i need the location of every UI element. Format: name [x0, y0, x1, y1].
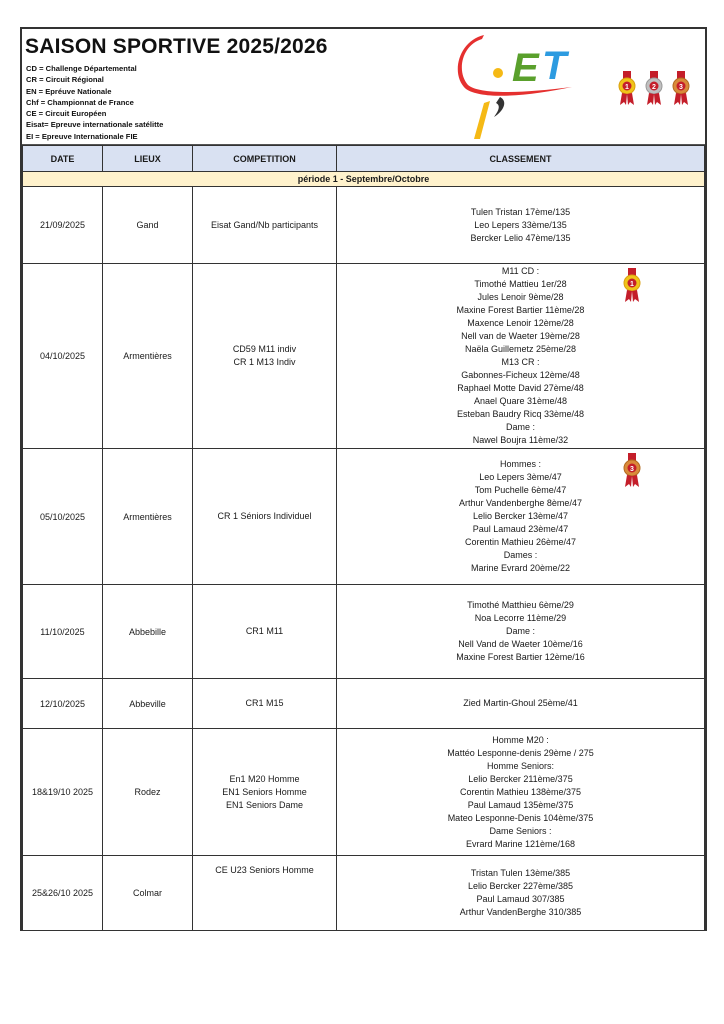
svg-text:1: 1: [625, 84, 629, 91]
result-line: Noa Lecorre 11ème/29: [474, 613, 567, 623]
cell-date: 11/10/2025: [23, 585, 103, 679]
cell-date: 12/10/2025: [23, 679, 103, 729]
bronze-medal-icon: [673, 71, 689, 105]
cell-classement: [337, 264, 705, 449]
table-row: [23, 449, 705, 585]
logo-e-letter: E: [512, 46, 539, 90]
cell-lieu: Gand: [103, 187, 193, 264]
competition-line: EN1 Seniors Homme: [222, 786, 307, 797]
result-line: Nawel Boujra 11ème/32: [472, 435, 569, 445]
column-header-lieux: LIEUX: [103, 146, 193, 172]
cell-classement: [337, 449, 705, 585]
result-line: Marine Evrard 20ème/22: [470, 563, 571, 573]
table-row: [23, 679, 705, 729]
result-line: M13 CR :: [501, 357, 540, 367]
result-line: Lelio Bercker 13ème/47: [472, 511, 569, 521]
season-sheet: [20, 27, 707, 931]
legend-item: Chf = Championnat de France: [26, 97, 134, 107]
competition-line: CR 1 M13 Indiv: [233, 357, 296, 367]
svg-text:3: 3: [679, 84, 683, 91]
svg-text:2: 2: [652, 84, 656, 91]
legend-item: CD = Challenge Départemental: [26, 64, 137, 73]
sheet-header: [22, 29, 705, 145]
cell-competition: [193, 449, 337, 585]
legend-item: CR = Circuit Régional: [26, 75, 104, 85]
result-line: Tulen Tristan 17ème/135: [470, 206, 571, 217]
period-row: [23, 172, 705, 187]
table-row: [23, 187, 705, 264]
result-line: Mattéo Lesponne-denis 29ème / 275: [447, 747, 594, 758]
cell-competition: [193, 729, 337, 856]
result-line: Tristan Tulen 13ème/385: [470, 868, 571, 878]
cell-lieu: Abbebille: [103, 585, 193, 679]
result-line: Maxine Forest Bartier 12ème/16: [456, 652, 585, 662]
result-line: Raphael Motte David 27ème/48: [457, 383, 584, 393]
competition-line: Eisat Gand/Nb participants: [210, 219, 319, 230]
club-logo: [454, 31, 584, 141]
cell-date: 05/10/2025: [23, 449, 103, 585]
gold-medal-icon: [619, 71, 635, 105]
competition-line: En1 M20 Homme: [229, 773, 300, 784]
result-line: Tom Puchelle 6ème/47: [474, 485, 567, 495]
competition-line: CR1 M11: [245, 626, 284, 636]
page-title: SAISON SPORTIVE 2025/2026: [25, 35, 328, 58]
logo-dark-stroke: [494, 97, 504, 117]
svg-text:3: 3: [630, 466, 634, 473]
result-line: Timothé Matthieu 6ème/29: [467, 600, 574, 610]
result-line: Evrard Marine 121ème/168: [465, 838, 576, 849]
logo-yellow-dot: [493, 68, 503, 78]
medals-legend: [616, 71, 696, 107]
result-line: Corentin Mathieu 138ème/375: [459, 786, 582, 797]
gold-medal-icon: [620, 268, 644, 302]
cell-classement: [337, 187, 705, 264]
cell-lieu: Armentières: [103, 264, 193, 449]
result-line: Dames :: [503, 550, 538, 560]
column-header-classement: CLASSEMENT: [337, 146, 705, 172]
cell-lieu: Abbeville: [103, 679, 193, 729]
cell-classement: [337, 856, 705, 931]
legend-item: CE = Circuit Européen: [26, 109, 107, 119]
cell-lieu: Armentières: [103, 449, 193, 585]
result-line: Maxine Forest Bartier 11ème/28: [456, 305, 585, 315]
result-line: Paul Lamaud 23ème/47: [472, 524, 569, 534]
svg-text:1: 1: [630, 281, 634, 288]
result-line: Zied Martin-Ghoul 25ème/41: [463, 698, 578, 708]
result-line: Bercker Lelio 47ème/135: [470, 232, 571, 243]
result-line: Timothé Mattieu 1er/28: [474, 279, 567, 289]
competition-line: CR1 M15: [245, 698, 284, 708]
table-row: [23, 264, 705, 449]
cell-lieu: Rodez: [103, 729, 193, 856]
cell-competition: [193, 856, 337, 931]
bronze-medal-icon: [620, 453, 644, 487]
result-line: Hommes :: [499, 459, 541, 469]
cell-competition: [193, 679, 337, 729]
table-row: [23, 729, 705, 856]
result-line: M11 CD :: [501, 266, 540, 276]
column-header-date: DATE: [23, 146, 103, 172]
result-line: Jules Lenoir 9ème/28: [477, 292, 564, 302]
result-line: Lelio Bercker 227ème/385: [467, 881, 574, 891]
result-line: Anael Quare 31ème/48: [473, 396, 568, 406]
table-row: [23, 856, 705, 931]
legend-item: EI = Epreuve Internationale FIE: [26, 131, 138, 141]
result-line: Esteban Baudry Ricq 33ème/48: [456, 409, 585, 419]
abbreviation-legend: [26, 63, 163, 142]
result-line: Nell van de Waeter 19ème/28: [461, 331, 580, 341]
result-line: Arthur VandenBerghe 310/385: [459, 907, 582, 917]
logo-t-letter: T: [542, 44, 567, 88]
cell-lieu: Colmar: [103, 856, 193, 931]
cell-date: 21/09/2025: [23, 187, 103, 264]
competition-line: CD59 M11 indiv: [232, 344, 297, 354]
competition-line: CE U23 Seniors Homme: [215, 865, 314, 875]
result-line: Leo Lepers 33ème/135: [474, 219, 567, 230]
result-line: Homme M20 :: [492, 734, 549, 745]
result-line: Homme Seniors:: [486, 760, 555, 771]
cell-classement: [337, 679, 705, 729]
cell-date: 04/10/2025: [23, 264, 103, 449]
result-line: Dame Seniors :: [489, 825, 552, 836]
table-row: [23, 585, 705, 679]
cell-date: 18&19/10 2025: [23, 729, 103, 856]
result-line: Nell Vand de Waeter 10ème/16: [458, 639, 583, 649]
result-line: Dame :: [505, 422, 535, 432]
result-line: Leo Lepers 3ème/47: [479, 472, 562, 482]
legend-item: EN = Epréuve Nationale: [26, 86, 112, 96]
cell-competition: [193, 264, 337, 449]
result-line: Mateo Lesponne-Denis 104ème/375: [447, 812, 594, 823]
logo-yellow-stroke: [474, 101, 490, 139]
cell-date: 25&26/10 2025: [23, 856, 103, 931]
results-table: [22, 145, 705, 931]
cell-competition: [193, 187, 337, 264]
competition-line: EN1 Seniors Dame: [225, 799, 304, 810]
result-line: Dame :: [505, 626, 535, 636]
table-header-row: [23, 146, 705, 172]
result-line: Maxence Lenoir 12ème/28: [467, 318, 574, 328]
cell-competition: [193, 585, 337, 679]
column-header-competition: COMPETITION: [193, 146, 337, 172]
competition-line: CR 1 Séniors Individuel: [217, 511, 312, 521]
silver-medal-icon: [646, 71, 662, 105]
period-label: période 1 - Septembre/Octobre: [23, 172, 705, 187]
result-line: Paul Lamaud 307/385: [476, 894, 565, 904]
result-line: Corentin Mathieu 26ème/47: [464, 537, 577, 547]
result-line: Lelio Bercker 211ème/375: [468, 773, 573, 784]
result-line: Arthur Vandenberghe 8ème/47: [459, 498, 582, 508]
cell-classement: [337, 729, 705, 856]
result-line: Gabonnes-Ficheux 12ème/48: [461, 370, 580, 380]
legend-item: Eisat= Epreuve internationale satélitte: [26, 120, 164, 130]
result-line: Paul Lamaud 135ème/375: [467, 799, 574, 810]
result-line: Naëla Guillemetz 25ème/28: [464, 344, 577, 354]
cell-classement: [337, 585, 705, 679]
